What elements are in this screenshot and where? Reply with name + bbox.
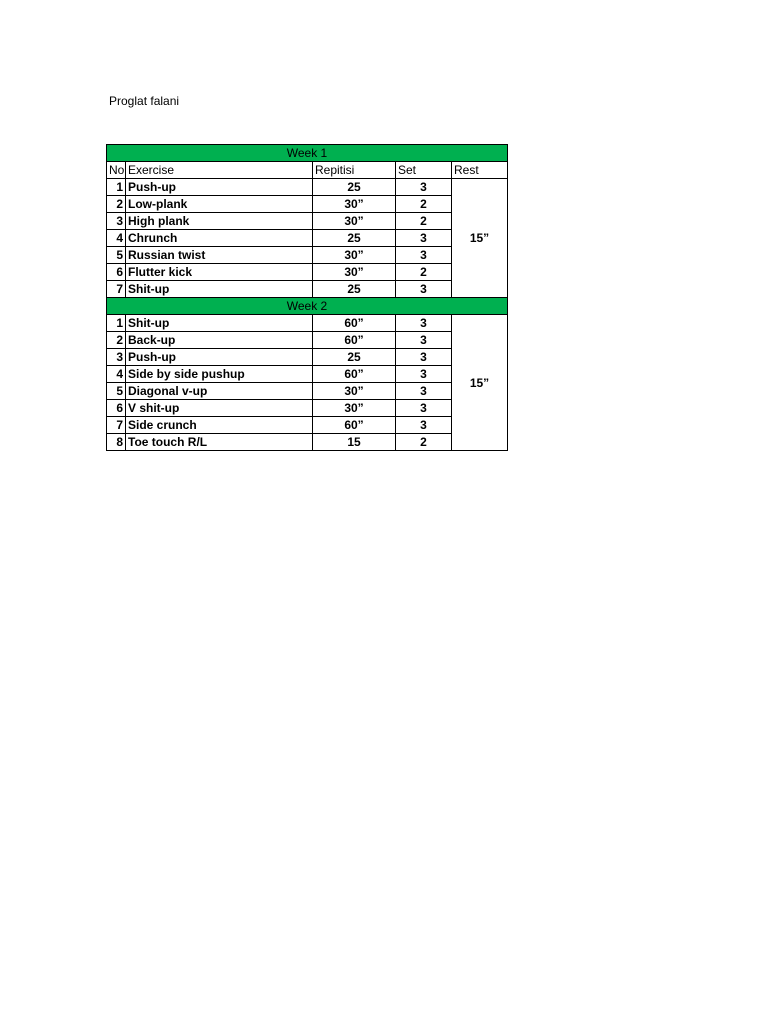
exercise-name: Shit-up [126, 315, 313, 332]
set-value: 3 [396, 230, 452, 247]
row-number: 4 [107, 230, 126, 247]
week-header: Week 1 [107, 145, 508, 162]
week-header: Week 2 [107, 298, 508, 315]
table-row [107, 315, 508, 332]
table-row [107, 434, 508, 451]
exercise-name: Push-up [126, 349, 313, 366]
column-header-reps: Repitisi [313, 162, 396, 179]
table-row [107, 213, 508, 230]
repetition-value: 30” [313, 383, 396, 400]
row-number: 1 [107, 179, 126, 196]
row-number: 7 [107, 417, 126, 434]
repetition-value: 30” [313, 196, 396, 213]
set-value: 2 [396, 196, 452, 213]
table-row [107, 417, 508, 434]
exercise-name: Side by side pushup [126, 366, 313, 383]
set-value: 2 [396, 213, 452, 230]
repetition-value: 30” [313, 264, 396, 281]
workout-table [106, 144, 508, 451]
exercise-name: Back-up [126, 332, 313, 349]
row-number: 4 [107, 366, 126, 383]
column-header-set: Set [396, 162, 452, 179]
rest-value: 15” [452, 179, 508, 298]
set-value: 3 [396, 417, 452, 434]
exercise-name: Toe touch R/L [126, 434, 313, 451]
set-value: 3 [396, 332, 452, 349]
table-row [107, 383, 508, 400]
exercise-name: Shit-up [126, 281, 313, 298]
row-number: 6 [107, 264, 126, 281]
set-value: 2 [396, 434, 452, 451]
table-row [107, 196, 508, 213]
repetition-value: 30” [313, 400, 396, 417]
table-row [107, 230, 508, 247]
table-row [107, 264, 508, 281]
exercise-name: Diagonal v-up [126, 383, 313, 400]
set-value: 2 [396, 264, 452, 281]
repetition-value: 25 [313, 281, 396, 298]
week-header-row [107, 145, 508, 162]
column-header-exercise: Exercise [126, 162, 313, 179]
set-value: 3 [396, 400, 452, 417]
set-value: 3 [396, 179, 452, 196]
repetition-value: 60” [313, 366, 396, 383]
column-header-row [107, 162, 508, 179]
table-row [107, 349, 508, 366]
set-value: 3 [396, 383, 452, 400]
column-header-rest: Rest [452, 162, 508, 179]
workout-table-body [107, 145, 508, 451]
table-row [107, 332, 508, 349]
table-row [107, 179, 508, 196]
repetition-value: 25 [313, 179, 396, 196]
row-number: 8 [107, 434, 126, 451]
exercise-name: Low-plank [126, 196, 313, 213]
table-row [107, 281, 508, 298]
set-value: 3 [396, 315, 452, 332]
document-title: Proglat falani [109, 94, 180, 108]
row-number: 6 [107, 400, 126, 417]
exercise-name: Russian twist [126, 247, 313, 264]
exercise-name: Push-up [126, 179, 313, 196]
repetition-value: 60” [313, 417, 396, 434]
exercise-name: V shit-up [126, 400, 313, 417]
set-value: 3 [396, 366, 452, 383]
repetition-value: 30” [313, 213, 396, 230]
table-row [107, 400, 508, 417]
row-number: 3 [107, 349, 126, 366]
row-number: 3 [107, 213, 126, 230]
week-header-row [107, 298, 508, 315]
set-value: 3 [396, 247, 452, 264]
row-number: 5 [107, 247, 126, 264]
repetition-value: 30” [313, 247, 396, 264]
table-row [107, 366, 508, 383]
exercise-name: High plank [126, 213, 313, 230]
column-header-no: No [107, 162, 126, 179]
row-number: 1 [107, 315, 126, 332]
repetition-value: 25 [313, 349, 396, 366]
set-value: 3 [396, 281, 452, 298]
repetition-value: 60” [313, 332, 396, 349]
repetition-value: 25 [313, 230, 396, 247]
table-row [107, 247, 508, 264]
row-number: 2 [107, 196, 126, 213]
row-number: 2 [107, 332, 126, 349]
set-value: 3 [396, 349, 452, 366]
rest-value: 15” [452, 315, 508, 451]
exercise-name: Flutter kick [126, 264, 313, 281]
exercise-name: Side crunch [126, 417, 313, 434]
row-number: 5 [107, 383, 126, 400]
repetition-value: 60” [313, 315, 396, 332]
row-number: 7 [107, 281, 126, 298]
repetition-value: 15 [313, 434, 396, 451]
exercise-name: Chrunch [126, 230, 313, 247]
